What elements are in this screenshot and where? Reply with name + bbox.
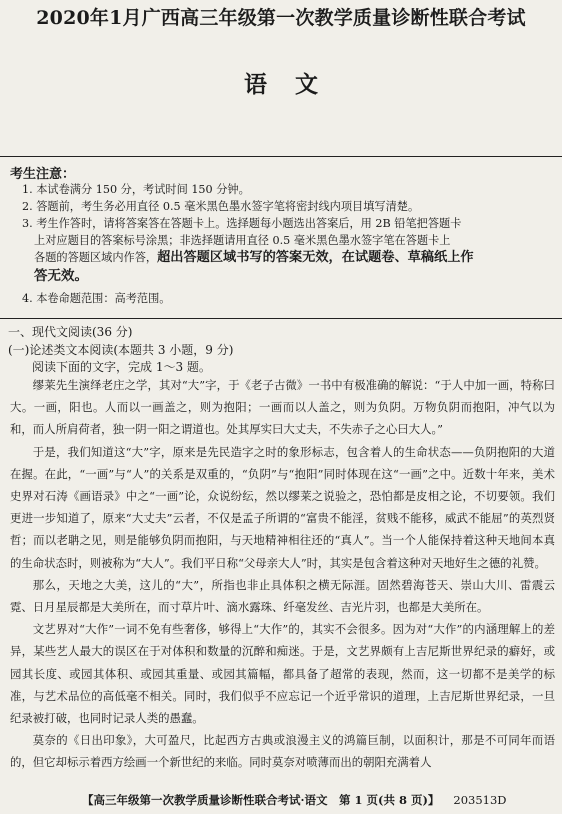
article-body xyxy=(10,374,555,774)
page-footer xyxy=(82,792,507,808)
article-paragraph-2: 于是，我们知道这“大”字，原来是先民造字之时的象形标志，包含着人的生命状态——负阴抱阳的大道在握。在此，“一画”与“人”的关系是双重的，“负阴”与“抱阳”同时体现在这“一画”之中。近数十年来，美术史界对石涛《画语录》中之“一画”论，众说纷纭，然以缪莱之说验之，恐怕都是皮相之论，不切要领。我们更进一步知道了，原来“大丈夫”云者，不仅是孟子所谓的“富贵不能淫，贫贱不能移，威武不能屈”的英烈贤哲；而以老聃之见，则是能够负阴而抱阳，与天地精神相往还的“真人”。当一个人能保持着这种天地间本真的生命状态时，则被称为“大人”。我们平日称“父母亲大人”时，其实是包含着这种对天地好生之德的礼赞。 xyxy=(10,444,555,570)
notice-item-3-cont-2 xyxy=(22,249,552,266)
article-paragraph-1: 缪莱先生演绎老庄之学，其对“大”字，于《老子古微》一书中有极准确的解说：“于人中加一画，特称曰大。一画，阳也。人而以一画盖之，则为抱阳；一画而以人盖之，则为负阴。万物负阴而抱阳，冲气以为和，而人所肩荷者，独一阴一阳之谓道也。处其厚实曰大丈夫，不失赤子之心曰大人。” xyxy=(10,378,555,437)
article-paragraph-3: 那么，天地之大美，这儿的“大”，所指也非止具体积之横无际涯。固然碧海苍天、崇山大川、雷震云霓、日月星辰都是大美所在，而寸草片叶、滴水露珠、纤毫发丝、吉光片羽，也都是大美所在。 xyxy=(10,577,555,615)
notice-item-3-warning-end: 答无效。 xyxy=(34,268,88,284)
notice-item-2: 2. 答题前，考生务必用直径 0.5 毫米黑色墨水签字笔将密封线内项目填写清楚。 xyxy=(22,200,420,213)
divider-top xyxy=(0,156,562,157)
notice-item-3-cont-2-normal: 各题的答题区域内作答， xyxy=(34,251,158,264)
footer-text: 【高三年级第一次教学质量诊断性联合考试·语文 第 1 页(共 8 页)】 xyxy=(82,793,440,807)
notice-list xyxy=(22,181,552,307)
notice-item-1: 1. 本试卷满分 150 分，考试时间 150 分钟。 xyxy=(22,183,250,196)
footer-code: 203513D xyxy=(453,793,507,807)
notice-item-3-cont-1: 上对应题目的答案标号涂黑；非选择题请用直径 0.5 毫米黑色墨水签字笔在答题卡上 xyxy=(34,234,451,247)
section-instruction: 阅读下面的文字，完成 1～3 题。 xyxy=(32,360,211,374)
article-paragraph-5: 莫奈的《日出印象》，大可盈尺，比起西方古典或浪漫主义的鸿篇巨制，以面积计，那是不可同年而语的，但它却标示着西方绘画一个新世纪的来临。同时莫奈对喷薄而出的朝阳充满着人 xyxy=(10,733,555,770)
section-sub-heading: (一)论述类文本阅读(本题共 3 小题，9 分) xyxy=(8,343,234,357)
exam-title: 2020年1月广西高三年级第一次教学质量诊断性联合考试 xyxy=(36,7,526,29)
divider-notice xyxy=(0,318,562,319)
notice-item-3-warning: 超出答题区域书写的答案无效，在试题卷、草稿纸上作 xyxy=(157,250,474,265)
notice-title: 考生注意： xyxy=(10,167,76,182)
notice-item-4: 4. 本卷命题范围：高考范围。 xyxy=(22,292,171,305)
subject-title: 语文 xyxy=(244,71,346,98)
article-paragraph-4: 文艺界对“大作”一词不免有些奢侈，够得上“大作”的，其实不会很多。因为对“大作”的内涵理解上的差异，某些艺人最大的误区在于对体积和数量的沉醉和痴迷。于是，文艺界颇有上吉尼斯世界纪录的癖好，或园其长度、或园其体积、或园其重量、或园其篇幅，都具备了超常的表现，然而，这一切都不是美学的标准，与艺术品位的高低毫不相关。同时，我们似乎不应忘记一个近乎常识的道理，上吉尼斯世界纪录，一旦纪录被打破，也同时记录人类的愚蠢。 xyxy=(10,622,555,726)
section-heading: 一、现代文阅读(36 分) xyxy=(8,325,133,339)
notice-item-3: 3. 考生作答时，请将答案答在答题卡上。选择题每小题选出答案后，用 2B 铅笔把答题卡 xyxy=(22,217,462,230)
